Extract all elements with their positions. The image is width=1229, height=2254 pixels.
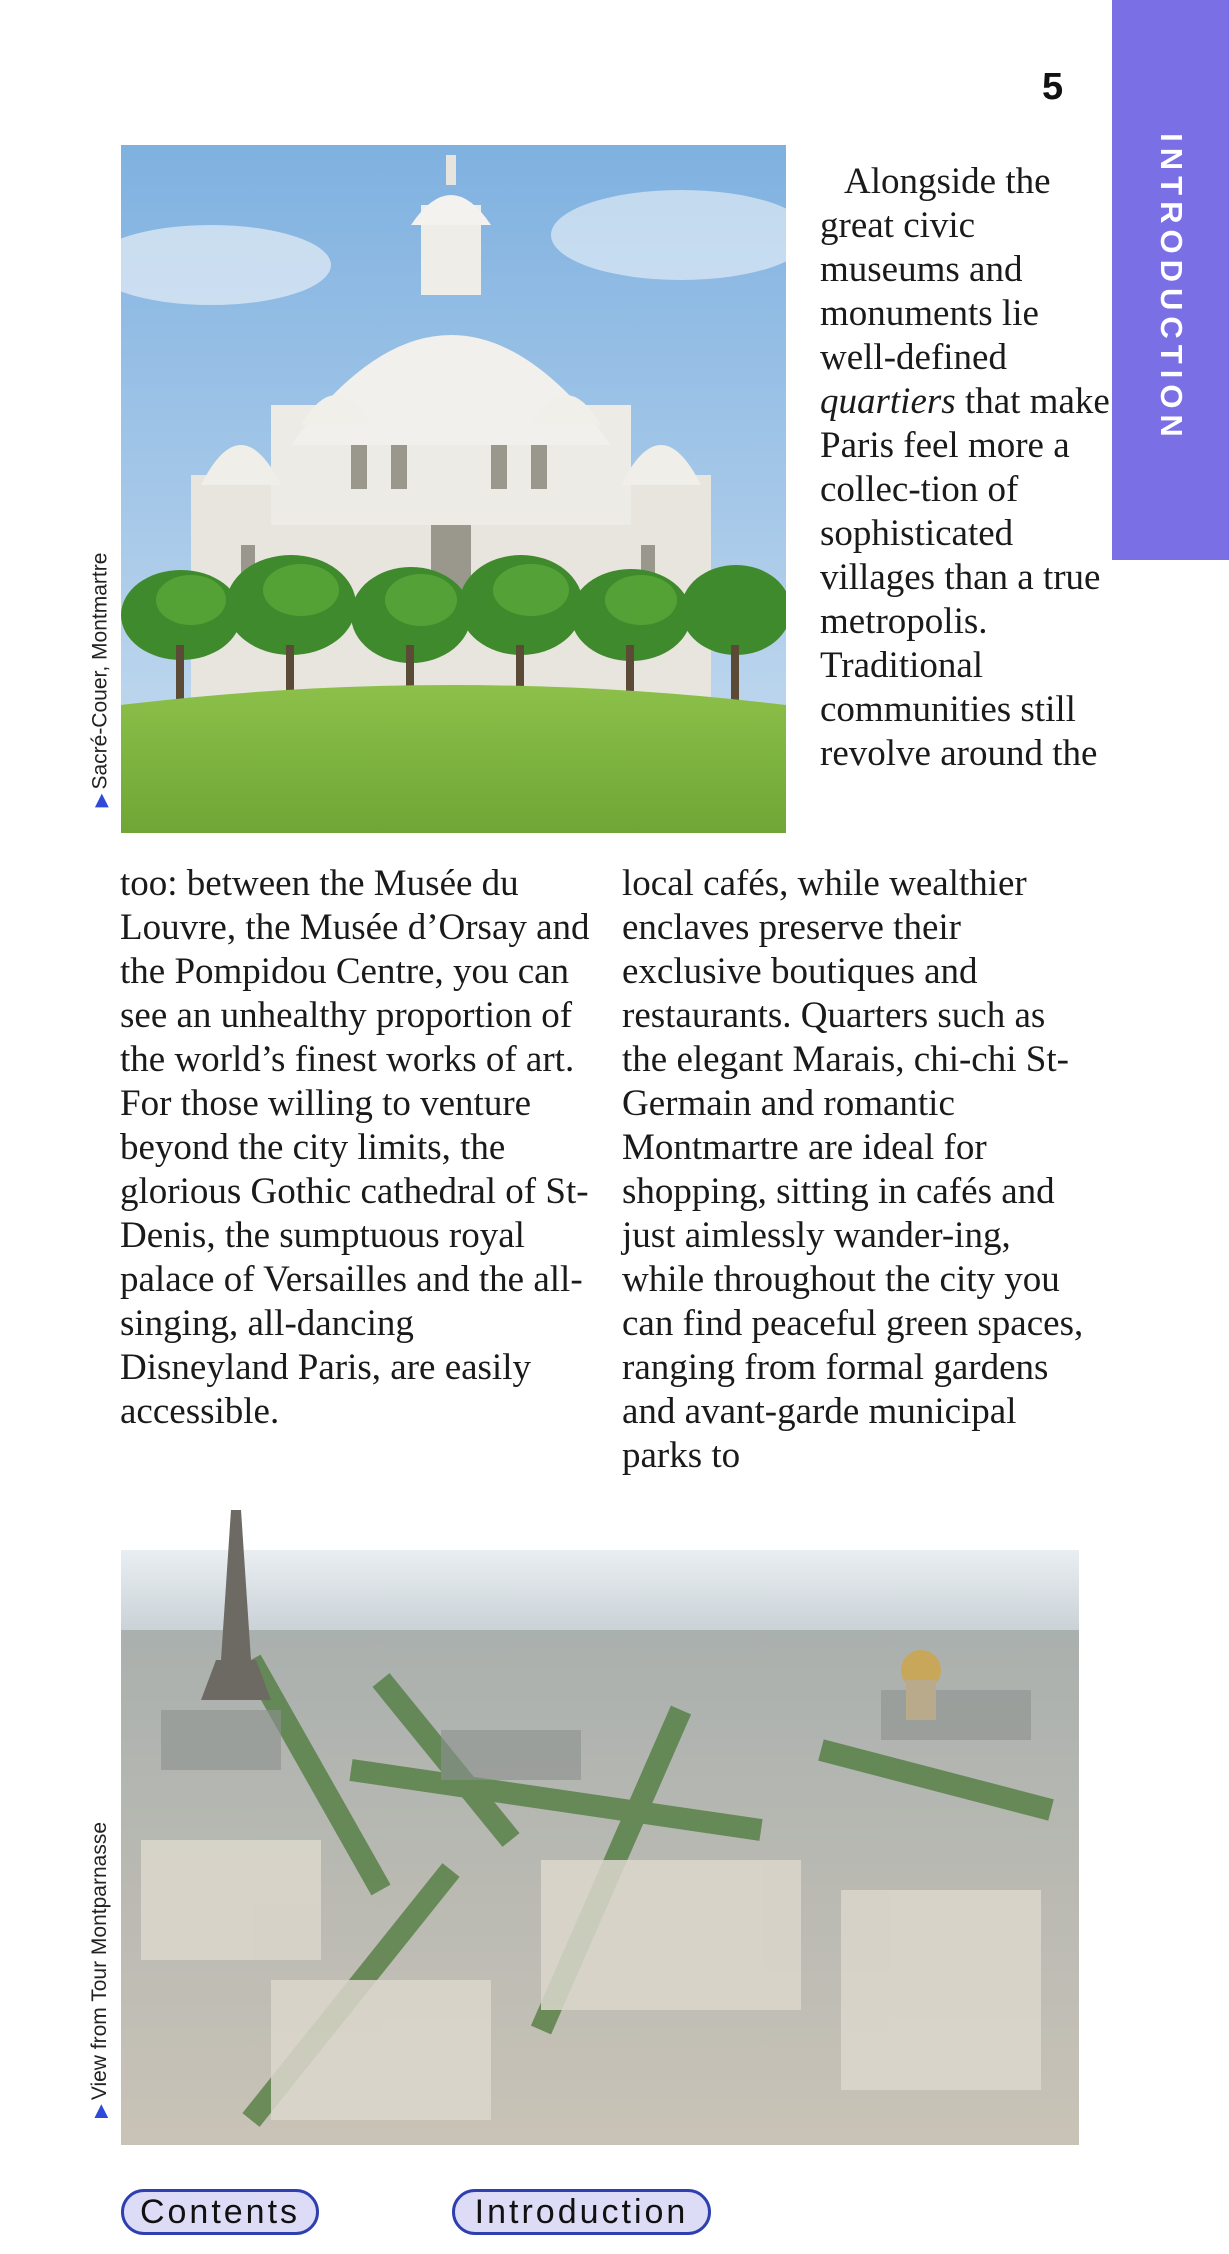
page-number: 5 — [1042, 66, 1064, 108]
text-run: that make Paris feel more a collec-tion of sophisticated villages than a true metropolis. Traditional communities still revolve around the — [820, 381, 1110, 774]
body-text-right-top — [820, 160, 1120, 776]
contents-button[interactable]: Contents — [121, 2189, 319, 2235]
caption-text: View from Tour Montparnasse — [88, 1821, 112, 2101]
caption-marker-icon: ▶ — [90, 2104, 111, 2119]
section-tab-label: INTRODUCTION — [1153, 133, 1189, 443]
paris-aerial-photo — [121, 1510, 1079, 2145]
paris-view-caption-wrap — [80, 1790, 120, 2150]
text-run: Alongside the great civic museums and monuments lie well-defined — [820, 161, 1051, 378]
caption-text: Sacré-Couer, Montmartre — [88, 552, 112, 790]
sacre-coeur-photo — [121, 145, 786, 833]
sacre-coeur-caption-wrap — [80, 530, 120, 830]
introduction-button[interactable]: Introduction — [452, 2189, 711, 2235]
caption-marker-icon: ▶ — [90, 793, 111, 808]
body-text-left: too: between the Musée du Louvre, the Musée d’Orsay and the Pompidou Centre, you can see an unhealthy proportion of the world’s finest works of art. For those willing to venture beyond the city limits, the glorious Gothic cathedral of St-Denis, the sumptuous royal palace of Versailles and the all-singing, all-dancing Disneyland Paris, are easily accessible. — [120, 863, 590, 1432]
body-text-right-bottom: local cafés, while wealthier enclaves preserve their exclusive boutiques and restaurants. Quarters such as the elegant Marais, chi-chi St-Germain and romantic Montmartre are ideal for shopping, sitting in cafés and just aimlessly wander-ing, while throughout the city you can find peaceful green spaces, ranging from formal gardens and avant-garde municipal parks to — [622, 863, 1084, 1476]
sacre-coeur-caption — [88, 553, 112, 808]
section-tab-label-wrap — [1112, 0, 1229, 560]
paris-view-caption — [88, 1822, 112, 2118]
italic-term: quartiers — [820, 381, 956, 422]
paragraph-indent — [820, 161, 844, 202]
